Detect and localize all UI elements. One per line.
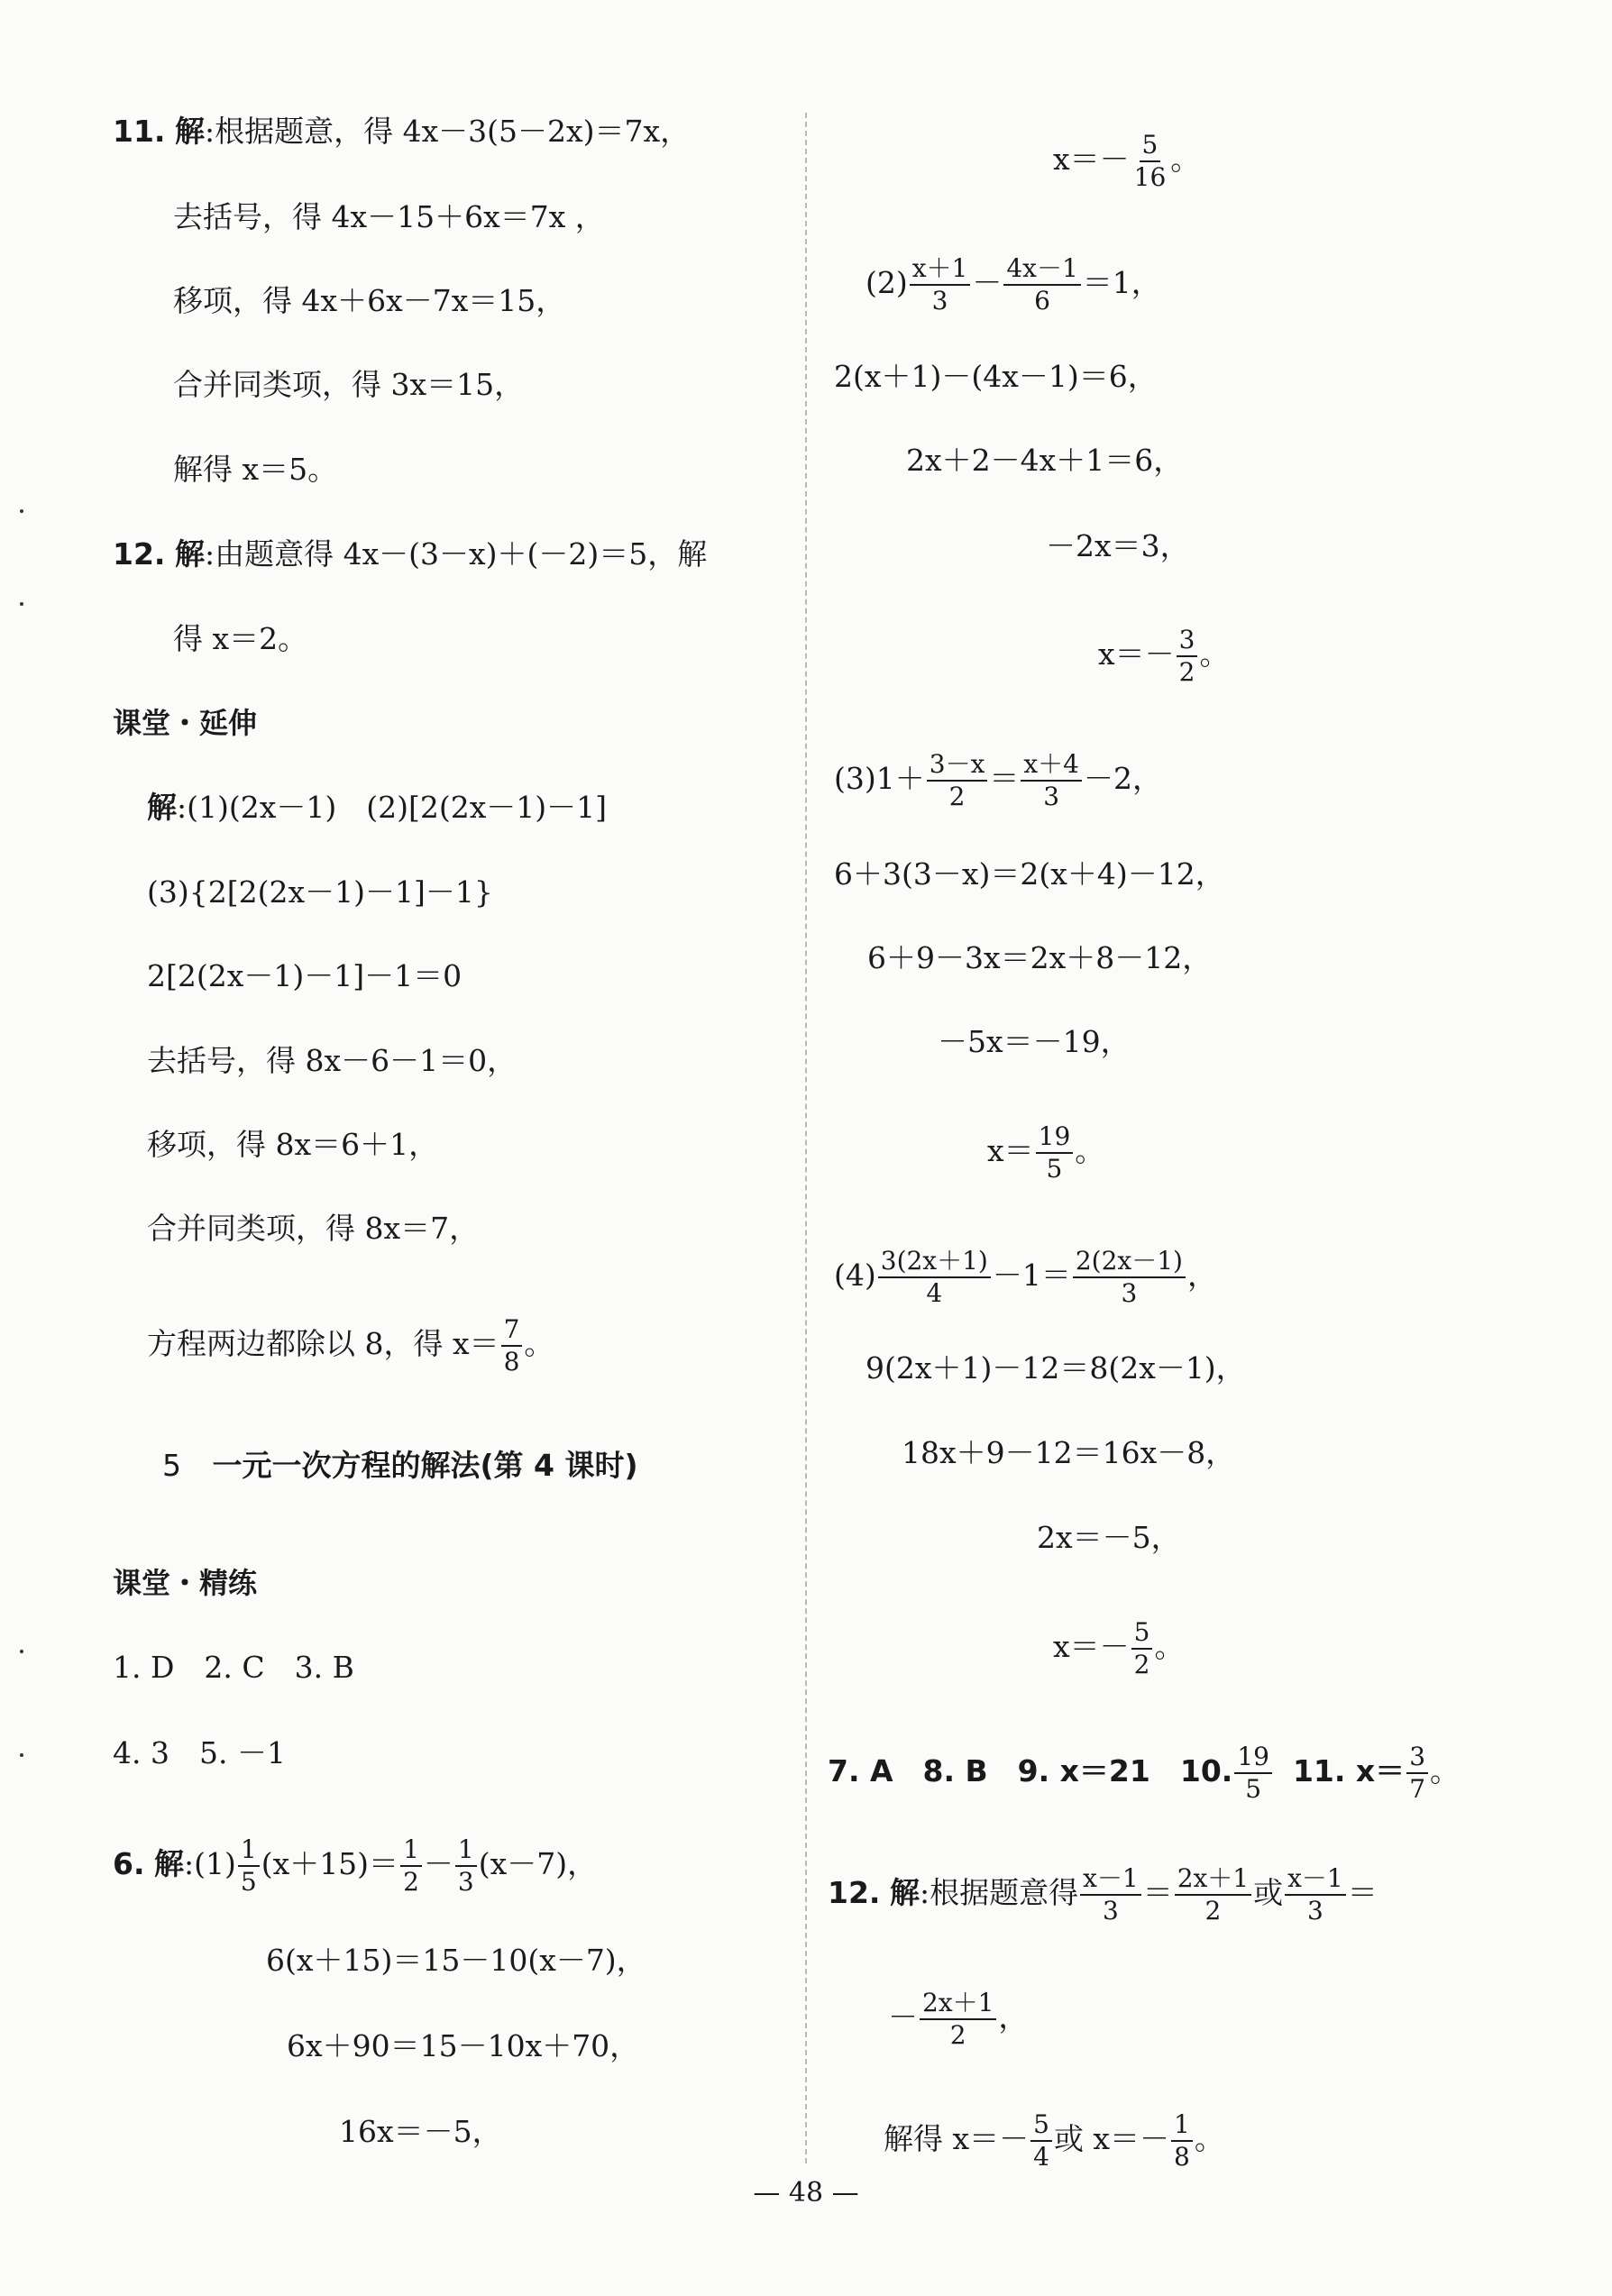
- p2-line-2: 2(x＋1)－(4x－1)＝6，: [834, 359, 1158, 394]
- section-heading-practice: 课堂・精练: [113, 1566, 258, 1600]
- fraction-numerator: 3: [1406, 1742, 1428, 1774]
- fraction: [1234, 1742, 1272, 1805]
- p3-line-3: 6＋9－3x＝2x＋8－12，: [867, 940, 1213, 975]
- text-segment: (4): [834, 1258, 876, 1293]
- fraction-numerator: 3－x: [927, 749, 988, 782]
- text-segment: ＝: [989, 761, 1020, 796]
- q12r-line-3: [884, 2109, 1224, 2173]
- fraction: [1175, 1863, 1251, 1926]
- section-heading-extension: 课堂・延伸: [113, 706, 258, 740]
- fraction-denominator: 3: [1043, 782, 1060, 811]
- text-segment: ＝1，: [1082, 265, 1161, 300]
- lesson-title: [162, 1448, 638, 1484]
- fraction-denominator: 5: [1046, 1154, 1063, 1184]
- fraction-denominator: 2: [1133, 1650, 1150, 1679]
- text-segment: x＝: [987, 1133, 1034, 1168]
- fraction-denominator: 8: [1174, 2142, 1190, 2172]
- text-segment: :由题意得 4x－(3－x)＋(－2)＝5，解: [204, 536, 708, 572]
- q11-line-5: 解得 x＝5。: [173, 452, 338, 487]
- text-segment: 。: [1154, 1629, 1185, 1664]
- page-number: — 48 —: [753, 2177, 859, 2209]
- fraction-denominator: 3: [1307, 1896, 1323, 1926]
- fraction: [1021, 749, 1082, 812]
- text-segment: －1＝: [992, 1258, 1071, 1293]
- fraction: [1131, 130, 1169, 193]
- p2-line-4: －2x＝3，: [1046, 528, 1190, 563]
- fraction-numerator: 5: [1140, 130, 1161, 162]
- fraction-denominator: 3: [1102, 1896, 1119, 1926]
- text-segment: ＝: [1347, 1875, 1378, 1910]
- text-segment: (3)1＋: [834, 761, 925, 796]
- fraction-denominator: 2: [403, 1867, 419, 1897]
- ext-line-1: [147, 790, 607, 826]
- margin-dot: [20, 509, 23, 513]
- answers-row-1: 1. D 2. C 3. B: [113, 1650, 354, 1685]
- fraction-denominator: 6: [1034, 286, 1050, 316]
- text-segment: 12.: [113, 536, 166, 572]
- margin-dot: [20, 1753, 23, 1757]
- text-segment: 解: [889, 1875, 920, 1910]
- p3-line-5: [987, 1121, 1104, 1185]
- margin-dot: [20, 602, 23, 606]
- fraction-numerator: 1: [455, 1834, 477, 1867]
- text-segment: (x－7)，: [478, 1846, 598, 1881]
- p4-line-1: [834, 1246, 1217, 1309]
- fraction: [400, 1834, 422, 1898]
- text-segment: 。: [1170, 142, 1201, 177]
- p3-line-2: 6＋3(3－x)＝2(x＋4)－12，: [834, 856, 1225, 892]
- fraction-numerator: 5: [1131, 1617, 1153, 1650]
- fraction-numerator: 1: [1171, 2109, 1193, 2142]
- text-segment: －: [423, 1846, 453, 1881]
- q12-line-2: 得 x＝2。: [173, 621, 308, 656]
- fraction-denominator: 16: [1133, 162, 1167, 192]
- fraction-numerator: 5: [1030, 2109, 1052, 2142]
- answers-row-7-11: [828, 1742, 1460, 1805]
- text-segment: 。: [1075, 1133, 1105, 1168]
- fraction: [927, 749, 988, 812]
- text-segment: (2): [866, 265, 908, 300]
- fraction-denominator: 3: [457, 1867, 474, 1897]
- text-segment: 或: [1253, 1875, 1284, 1910]
- q6-line-4: 16x＝－5，: [339, 2114, 502, 2149]
- fraction-denominator: 2: [949, 2020, 966, 2050]
- text-segment: (x＋15)＝: [261, 1846, 399, 1881]
- fraction-numerator: x－1: [1080, 1863, 1141, 1896]
- text-segment: ＝: [1142, 1875, 1173, 1910]
- text-segment: ，: [1186, 1258, 1217, 1293]
- ext-line-4: 去括号，得 8x－6－1＝0，: [147, 1043, 517, 1078]
- p1-result: [1053, 130, 1200, 193]
- text-segment: :根据题意，得 4x－3(5－2x)＝7x，: [204, 114, 691, 149]
- fraction-denominator: 3: [931, 286, 948, 316]
- q12-line-1: [113, 536, 707, 572]
- text-segment: 11.: [113, 114, 166, 149]
- text-segment: 解得 x＝－: [884, 2121, 1030, 2156]
- text-segment: －: [888, 1999, 918, 2035]
- fraction-denominator: 7: [1409, 1774, 1426, 1804]
- p4-line-2: 9(2x＋1)－12＝8(2x－1)，: [866, 1350, 1246, 1386]
- p4-line-5: [1053, 1617, 1184, 1680]
- text-segment: :(1)(2x－1) (2)[2(2x－1)－1]: [177, 790, 608, 825]
- fraction: [455, 1834, 477, 1898]
- fraction-denominator: 4: [1033, 2142, 1049, 2172]
- ext-line-6: 合并同类项，得 8x＝7，: [147, 1211, 480, 1246]
- p2-line-3: 2x＋2－4x＋1＝6，: [906, 443, 1184, 478]
- fraction-numerator: x＋1: [910, 253, 971, 286]
- q6-line-1: [113, 1834, 597, 1898]
- text-segment: 方程两边都除以 8，得 x＝: [147, 1326, 499, 1361]
- fraction: [1080, 1863, 1141, 1926]
- q12r-line-1: [828, 1863, 1378, 1926]
- text-segment: 5: [162, 1448, 181, 1483]
- p4-line-4: 2x＝－5，: [1037, 1520, 1181, 1555]
- fraction: [1285, 1863, 1346, 1926]
- fraction: [878, 1246, 991, 1309]
- text-segment: ，: [998, 1999, 1029, 2035]
- fraction: [1003, 253, 1080, 316]
- fraction-numerator: x＋4: [1021, 749, 1082, 782]
- fraction-numerator: 4x－1: [1003, 253, 1080, 286]
- column-divider: [805, 113, 807, 2163]
- fraction: [238, 1834, 260, 1898]
- fraction: [920, 1988, 996, 2051]
- fraction-numerator: 7: [501, 1314, 523, 1347]
- text-segment: 11. x＝: [1292, 1753, 1406, 1788]
- fraction-denominator: 8: [503, 1347, 520, 1377]
- q6-line-2: 6(x＋15)＝15－10(x－7)，: [266, 1943, 646, 1978]
- text-segment: 解: [147, 790, 177, 825]
- fraction: [1030, 2109, 1052, 2173]
- q6-line-3: 6x＋90＝15－10x＋70，: [287, 2028, 640, 2063]
- text-segment: 。: [1199, 636, 1230, 672]
- fraction-numerator: x－1: [1285, 1863, 1346, 1896]
- text-segment: 7. A 8. B 9. x＝21 10.: [828, 1753, 1233, 1788]
- text-segment: 12.: [828, 1875, 881, 1910]
- fraction-denominator: 4: [926, 1278, 943, 1308]
- fraction: [1171, 2109, 1193, 2173]
- fraction-denominator: 2: [1204, 1896, 1222, 1926]
- p3-line-4: －5x＝－19，: [938, 1024, 1131, 1059]
- fraction-numerator: 19: [1036, 1121, 1074, 1154]
- text-segment: 6.: [113, 1846, 145, 1881]
- text-segment: 或 x＝－: [1053, 2121, 1170, 2156]
- text-segment: 解: [174, 114, 205, 149]
- fraction: [1036, 1121, 1074, 1185]
- fraction-numerator: 1: [400, 1834, 422, 1867]
- q11-line-1: [113, 114, 690, 150]
- text-segment: x＝－: [1053, 1629, 1130, 1664]
- fraction-denominator: 2: [948, 782, 966, 811]
- fraction: [910, 253, 971, 316]
- fraction-denominator: 2: [1178, 657, 1195, 687]
- fraction-numerator: 2(2x－1): [1073, 1246, 1186, 1278]
- ext-line-5: 移项，得 8x＝6＋1，: [147, 1127, 439, 1162]
- text-segment: :根据题意得: [919, 1875, 1079, 1910]
- ext-line-7: [147, 1314, 554, 1377]
- fraction: [501, 1314, 523, 1377]
- text-segment: 。: [1194, 2121, 1224, 2156]
- text-segment: 解: [154, 1846, 184, 1881]
- fraction: [1406, 1742, 1428, 1805]
- text-segment: －2，: [1083, 761, 1162, 796]
- fraction-numerator: 19: [1234, 1742, 1272, 1774]
- fraction-numerator: 1: [238, 1834, 260, 1867]
- text-segment: 解: [174, 536, 205, 572]
- fraction-numerator: 3(2x＋1): [878, 1246, 991, 1278]
- ext-line-2: (3){2[2(2x－1)－1]－1}: [147, 874, 493, 910]
- p3-line-1: [834, 749, 1162, 812]
- q11-line-2: 去括号，得 4x－15＋6x＝7x ，: [173, 199, 605, 234]
- fraction-numerator: 3: [1177, 625, 1198, 657]
- fraction-denominator: 5: [240, 1867, 257, 1897]
- q11-line-4: 合并同类项，得 3x＝15，: [173, 367, 525, 402]
- q12r-line-2: [888, 1988, 1028, 2051]
- ext-line-3: 2[2(2x－1)－1]－1＝0: [147, 958, 463, 993]
- text-segment: 。: [1430, 1753, 1461, 1788]
- margin-dot: [20, 1650, 23, 1653]
- text-segment: 一元一次方程的解法(第 4 课时): [212, 1448, 638, 1483]
- fraction: [1073, 1246, 1186, 1309]
- p4-line-3: 18x＋9－12＝16x－8，: [902, 1435, 1236, 1470]
- text-segment: x＝－: [1098, 636, 1175, 672]
- text-segment: －: [972, 265, 1003, 300]
- fraction-numerator: 2x＋1: [1175, 1863, 1251, 1896]
- p2-line-5: [1098, 625, 1229, 688]
- p2-line-1: [866, 253, 1161, 316]
- fraction-denominator: 5: [1245, 1774, 1262, 1804]
- fraction-numerator: 2x＋1: [920, 1988, 996, 2020]
- text-segment: x＝－: [1053, 142, 1130, 177]
- fraction: [1177, 625, 1198, 688]
- text-segment: :(1): [184, 1846, 236, 1881]
- answers-row-2: 4. 3 5. －1: [113, 1735, 286, 1770]
- q11-line-3: 移项，得 4x＋6x－7x＝15，: [173, 283, 566, 318]
- text-segment: 。: [524, 1326, 554, 1361]
- fraction-denominator: 3: [1121, 1278, 1138, 1308]
- fraction: [1131, 1617, 1153, 1680]
